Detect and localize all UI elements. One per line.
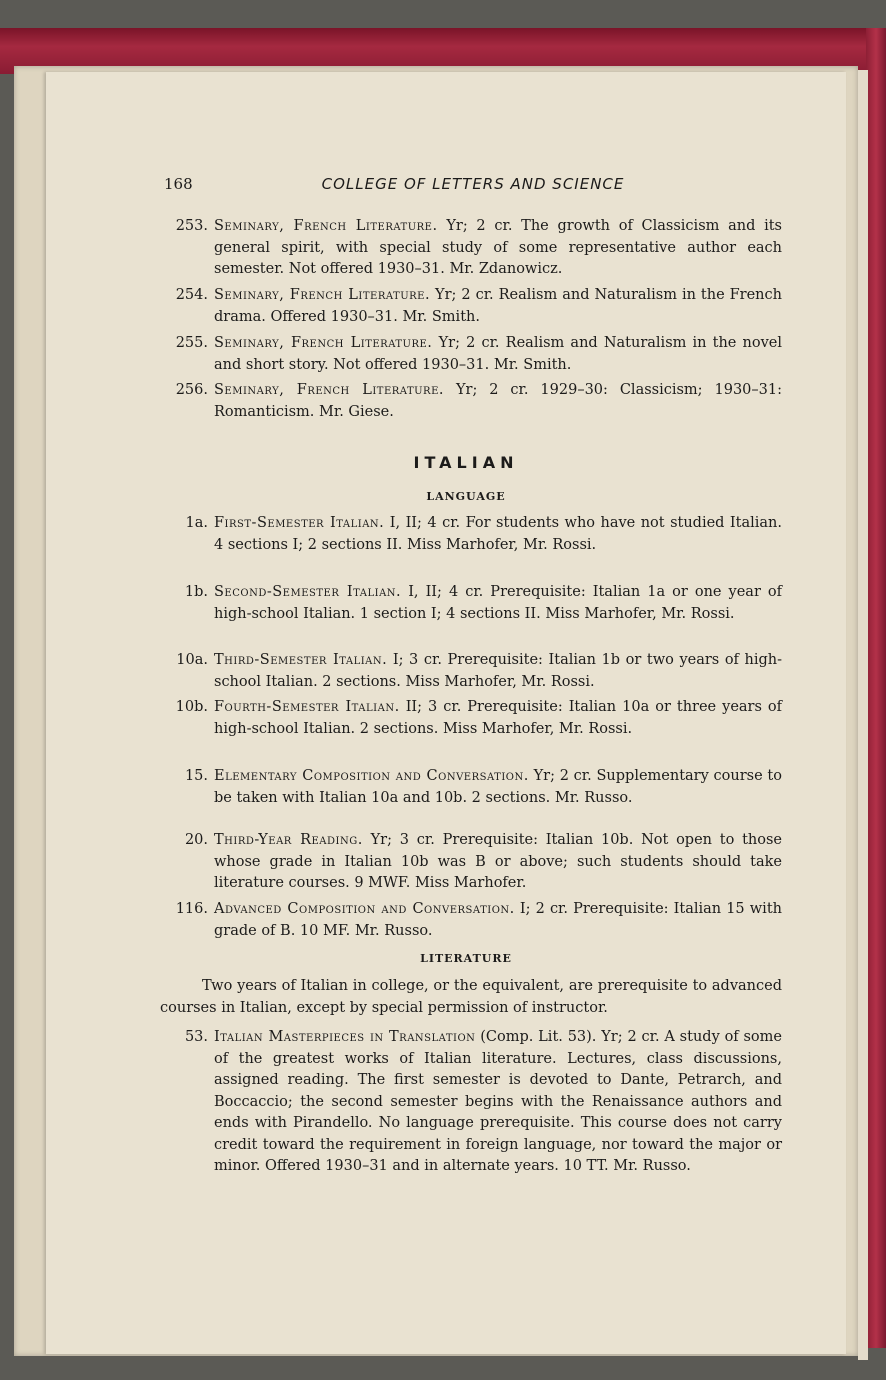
course-details: (Comp. Lit. 53). Yr; 2 cr. A study of some of the greatest works of Italian literature. Lectures, class discussions, assigned reading. The first semester is devoted to Dante, Petrarch, and Boccaccio; the second semester begins with the Renaissance authors and ends with Pirandello. No language prerequisite. This course does not carry credit toward the requirement in foreign language, nor toward the major or minor. Offered 1930–31 and in alternate years. 10 TT. Mr. Russo. (214, 1029, 782, 1174)
course-number: 10a. (176, 652, 208, 668)
page-number: 168 (164, 175, 193, 193)
course-number: 255. (175, 335, 208, 351)
course-details: I, II; 4 cr. For students who have not studied Italian. 4 sections I; 2 sections II. Miss Marhofer, Mr. Rossi. (214, 515, 783, 553)
course-title: Third-Year Reading. (214, 832, 363, 848)
course-entry (150, 380, 782, 424)
page-header (164, 174, 782, 196)
course-number: 256. (175, 382, 208, 398)
course-title: Seminary, French Literature. (214, 335, 433, 351)
course-number: 1a. (185, 515, 208, 531)
course-details: Yr; 3 cr. Prerequisite: Italian 10b. Not open to those whose grade in Italian 10b was B or above; such students should take literature courses. 9 MWF. Miss Marhofer. (214, 832, 783, 891)
course-title: Italian Masterpieces in Translation (214, 1029, 476, 1045)
course-title: Seminary, French Literature. (214, 287, 431, 303)
course-details: Yr; 2 cr. 1929–30: Classicism; 1930–31: Romanticism. Mr. Giese. (214, 382, 782, 420)
course-details: I, II; 4 cr. Prerequisite: Italian 1a or one year of high-school Italian. 1 section I; 4 sections II. Miss Marhofer, Mr. Rossi. (214, 584, 783, 622)
course-entry (150, 582, 782, 648)
course-number: 53. (184, 1029, 208, 1045)
course-description (214, 1027, 782, 1178)
course-description (214, 216, 782, 281)
course-number: 254. (175, 287, 208, 303)
course-entry (150, 766, 782, 832)
course-description (214, 650, 782, 693)
course-entry (150, 650, 782, 694)
section-title: ITALIAN (413, 453, 519, 472)
course-entry (150, 697, 782, 763)
course-entry (150, 513, 782, 579)
course-number: 116. (175, 901, 208, 917)
course-details: I; 3 cr. Prerequisite: Italian 1b or two years of high-school Italian. 2 sections. Miss Marhofer, Mr. Rossi. (214, 652, 783, 690)
course-title: First-Semester Italian. (214, 515, 385, 531)
course-description (214, 333, 782, 376)
course-title: Fourth-Semester Italian. (214, 699, 400, 715)
course-description (214, 899, 782, 942)
course-entry (150, 830, 782, 896)
course-entry (150, 1027, 782, 1207)
course-description (214, 380, 782, 423)
course-details: Yr; 2 cr. Realism and Naturalism in the French drama. Offered 1930–31. Mr. Smith. (214, 287, 782, 325)
course-description (214, 582, 782, 625)
course-details: Yr; 2 cr. Realism and Naturalism in the novel and short story. Not offered 1930–31. Mr. Smith. (214, 335, 783, 373)
language-heading: LANGUAGE (426, 490, 506, 503)
running-title: COLLEGE OF LETTERS AND SCIENCE (321, 175, 625, 193)
course-number: 253. (175, 218, 208, 234)
course-number: 10b. (175, 699, 208, 715)
course-title: Second-Semester Italian. (214, 584, 402, 600)
course-description (214, 697, 782, 740)
course-entry (150, 899, 782, 943)
course-title: Advanced Composition and Conversation. (214, 901, 515, 917)
course-details: I; 2 cr. Prerequisite: Italian 15 with grade of B. 10 MF. Mr. Russo. (214, 901, 782, 939)
course-title: Seminary, French Literature. (214, 382, 444, 398)
course-title: Seminary, French Literature. (214, 218, 438, 234)
course-description (214, 766, 782, 809)
course-description (214, 285, 782, 328)
course-description (214, 830, 782, 895)
course-number: 1b. (184, 584, 208, 600)
literature-intro: Two years of Italian in college, or the equivalent, are prerequisite to advanced courses in Italian, except by special permission of instructor. (160, 978, 782, 1016)
course-entry (150, 285, 782, 329)
course-description (214, 513, 782, 556)
course-title: Elementary Composition and Conversation. (214, 768, 529, 784)
course-entry (150, 216, 782, 282)
course-details: Yr; 2 cr. The growth of Classicism and its general spirit, with special study of some representative author each semester. Not offered 1930–31. Mr. Zdanowicz. (214, 218, 783, 277)
course-details: Yr; 2 cr. Supplementary course to be taken with Italian 10a and 10b. 2 sections. Mr. Russo. (214, 768, 782, 806)
course-title: Third-Semester Italian. (214, 652, 388, 668)
course-entry (150, 333, 782, 377)
literature-heading: LITERATURE (420, 952, 512, 965)
course-details: II; 3 cr. Prerequisite: Italian 10a or three years of high-school Italian. 2 sections. Miss Marhofer, Mr. Rossi. (214, 699, 783, 737)
course-number: 15. (184, 768, 208, 784)
course-number: 20. (184, 832, 208, 848)
